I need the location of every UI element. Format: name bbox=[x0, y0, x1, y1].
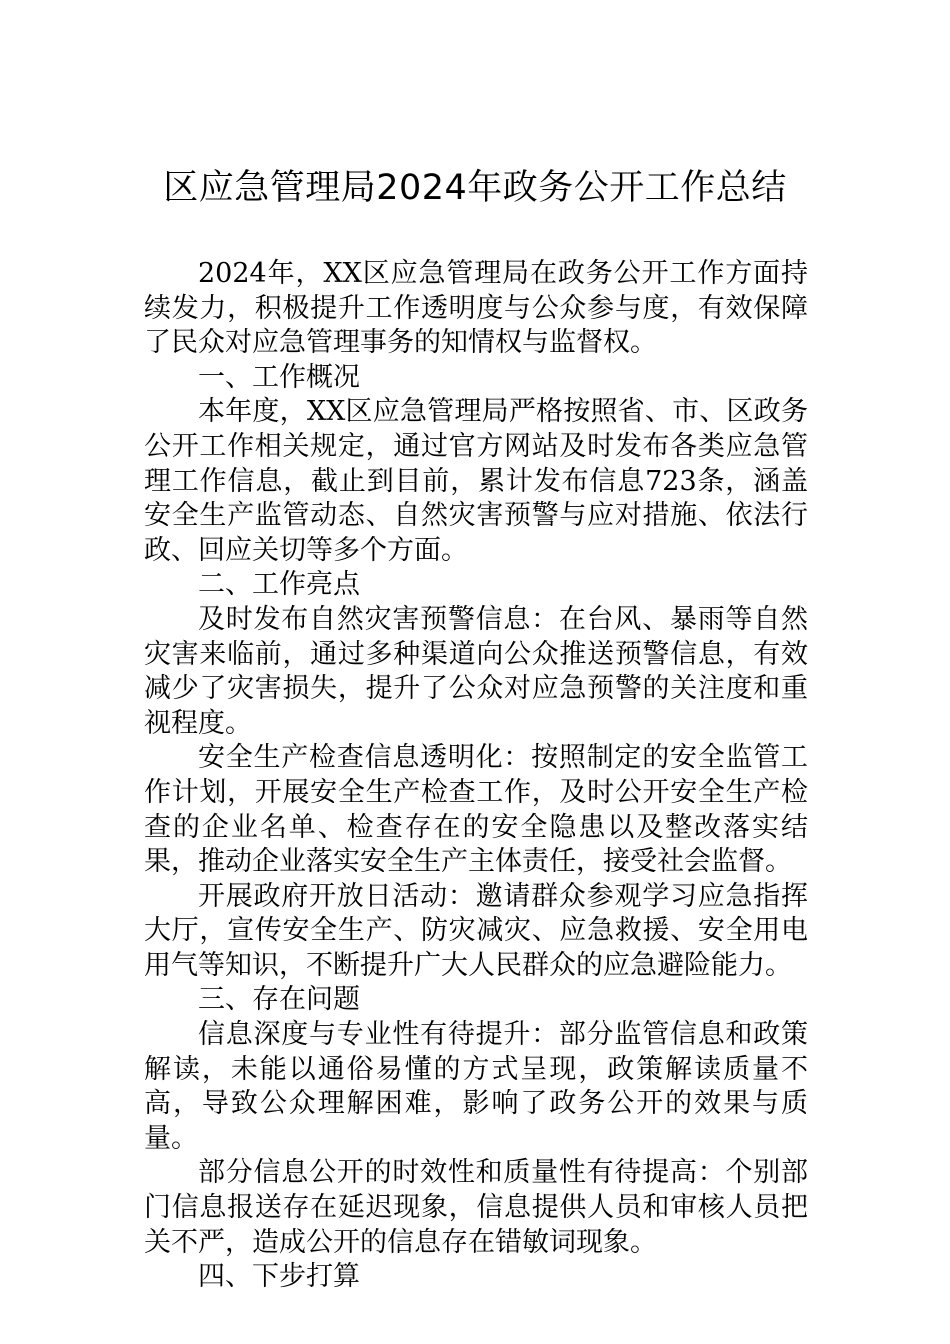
document-body bbox=[144, 257, 808, 1295]
section-heading-next-steps: 四、下步打算 bbox=[198, 1261, 360, 1293]
highlight-paragraph-warning: 及时发布自然灾害预警信息：在台风、暴雨等自然灾害来临前，通过多种渠道向公众推送预警信息，有效减少了灾害损失，提升了公众对应急预警的关注度和重视程度。 bbox=[144, 603, 808, 739]
highlight-paragraph-inspection: 安全生产检查信息透明化：按照制定的安全监管工作计划，开展安全生产检查工作，及时公开安全生产检查的企业名单、检查存在的安全隐患以及整改落实结果，推动企业落实安全生产主体责任，接受社会监督。 bbox=[144, 742, 808, 878]
document-title: 区应急管理局2024年政务公开工作总结 bbox=[163, 168, 787, 208]
section-heading-problems: 三、存在问题 bbox=[198, 984, 360, 1016]
overview-paragraph: 本年度，XX区应急管理局严格按照省、市、区政务公开工作相关规定，通过官方网站及时发布各类应急管理工作信息，截止到目前，累计发布信息723条，涵盖安全生产监管动态、自然灾害预警与应对措施、依法行政、回应关切等多个方面。 bbox=[144, 396, 808, 566]
intro-paragraph: 2024年，XX区应急管理局在政务公开工作方面持续发力，积极提升工作透明度与公众参与度，有效保障了民众对应急管理事务的知情权与监督权。 bbox=[144, 258, 808, 359]
problem-paragraph-depth: 信息深度与专业性有待提升：部分监管信息和政策解读，未能以通俗易懂的方式呈现，政策解读质量不高，导致公众理解困难，影响了政务公开的效果与质量。 bbox=[144, 1019, 808, 1154]
section-heading-highlights: 二、工作亮点 bbox=[198, 569, 360, 601]
highlight-paragraph-open-day: 开展政府开放日活动：邀请群众参观学习应急指挥大厅，宣传安全生产、防灾减灾、应急救援、安全用电用气等知识，不断提升广大人民群众的应急避险能力。 bbox=[144, 880, 808, 981]
problem-paragraph-timeliness: 部分信息公开的时效性和质量性有待提高：个别部门信息报送存在延迟现象，信息提供人员和审核人员把关不严，造成公开的信息存在错敏词现象。 bbox=[144, 1157, 808, 1258]
section-heading-overview: 一、工作概况 bbox=[198, 361, 360, 393]
